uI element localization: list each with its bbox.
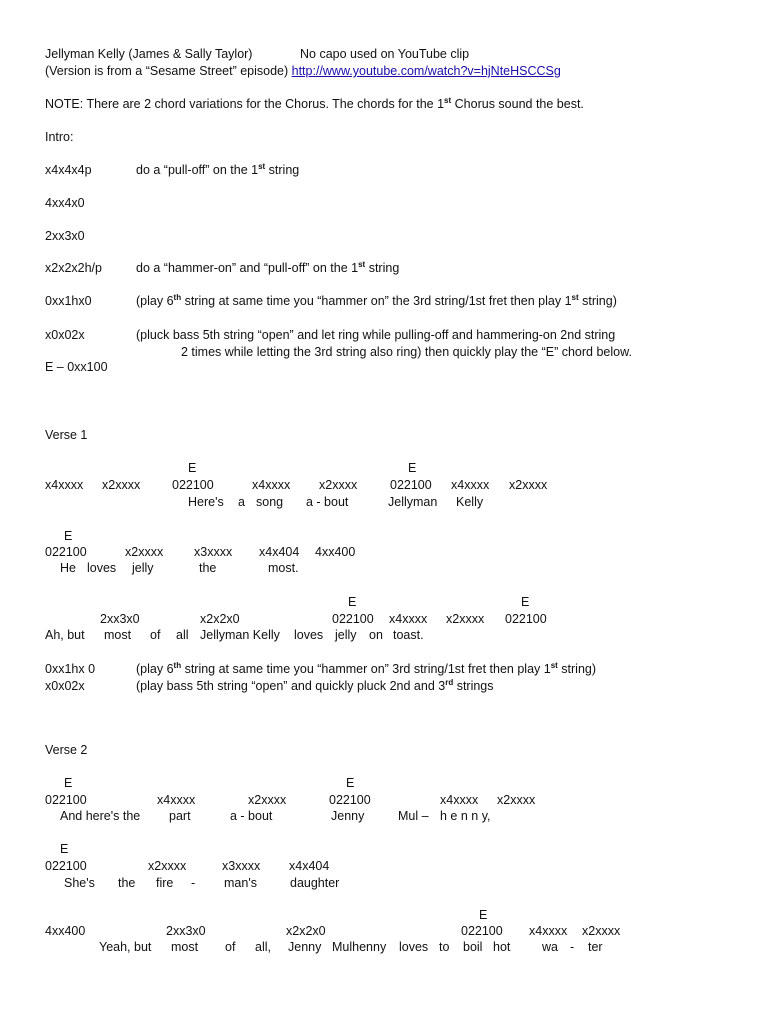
chord: 022100: [172, 478, 214, 492]
chord: x2xxxx: [582, 924, 621, 938]
chord: 4xx400: [45, 924, 86, 938]
lyric: daughter: [290, 876, 340, 890]
lyric: a: [238, 495, 245, 509]
lyric: fire: [156, 876, 174, 890]
chord: 022100: [332, 612, 374, 626]
lyric: loves: [399, 940, 429, 954]
lyric: loves: [87, 561, 117, 575]
intro-tab: x2x2x2h/p: [45, 261, 102, 275]
lyric: -: [191, 876, 196, 890]
intro-tab: x4x4x4p: [45, 163, 92, 177]
lyric: boil: [463, 940, 483, 954]
lyric: Jenny: [331, 809, 365, 823]
note-text-end: Chorus sound the best.: [451, 97, 584, 111]
lyric: all: [176, 628, 189, 642]
chord: x4xxxx: [529, 924, 568, 938]
lyric: Here's: [188, 495, 224, 509]
intro-instruction: (play 6th string at same time you “hammer on” the 3rd string/1st fret then play 1st string): [136, 293, 617, 308]
chord-marker: E: [348, 595, 357, 609]
chord: 022100: [461, 924, 503, 938]
chord: x4xxxx: [45, 478, 84, 492]
intro-label: Intro:: [45, 130, 74, 144]
lyric: most.: [268, 561, 299, 575]
chord: x2xxxx: [319, 478, 358, 492]
intro-tab: x0x02x: [45, 328, 85, 342]
lyric: jelly: [132, 561, 154, 575]
lyric: Mul –: [398, 809, 429, 823]
chord: x2xxxx: [125, 545, 164, 559]
lyric: the: [118, 876, 136, 890]
version-text: (Version is from a “Sesame Street” episode): [45, 64, 292, 78]
lyric: most: [171, 940, 199, 954]
chord-marker: E: [521, 595, 530, 609]
chord: x2xxxx: [509, 478, 548, 492]
chord: x2xxxx: [497, 793, 536, 807]
lyric: She's: [64, 876, 95, 890]
lyric: And here's the: [60, 809, 141, 823]
lyric: the: [199, 561, 217, 575]
chord: x4x404: [289, 859, 330, 873]
youtube-link[interactable]: http://www.youtube.com/watch?v=hjNteHSCCSg: [291, 64, 561, 78]
chord-marker: E: [64, 776, 73, 790]
chord-marker: E: [408, 461, 417, 475]
chord: x4xxxx: [389, 612, 428, 626]
chorus-note: [45, 96, 584, 112]
chord: x2xxxx: [446, 612, 485, 626]
lyric: h e n n y,: [440, 809, 491, 823]
chord: 022100: [45, 545, 87, 559]
chord-marker: E: [479, 908, 488, 922]
lyric: most: [104, 628, 132, 642]
chord: 2xx3x0: [166, 924, 206, 938]
note-text: NOTE: There are 2 chord variations for the Chorus. The chords for the 1: [45, 97, 445, 111]
chord: x2xxxx: [248, 793, 287, 807]
lyric: all,: [255, 940, 271, 954]
ending-instruction: (play 6th string at same time you “hammer on” 3rd string/1st fret then play 1st string): [136, 661, 597, 676]
capo-note: No capo used on YouTube clip: [300, 47, 470, 61]
intro-instruction: do a “hammer-on” and “pull-off” on the 1st string: [136, 260, 400, 275]
lyric: a - bout: [230, 809, 273, 823]
chord: x4xxxx: [440, 793, 479, 807]
lyric: Jellyman: [388, 495, 438, 509]
lyric: Kelly: [456, 495, 484, 509]
lyric: jelly: [335, 628, 357, 642]
verse2-label: Verse 2: [45, 743, 88, 757]
chord: x4xxxx: [451, 478, 490, 492]
chord: x4xxxx: [252, 478, 291, 492]
lyric: ter: [588, 940, 603, 954]
chord: x2xxxx: [102, 478, 141, 492]
intro-instruction-cont: 2 times while letting the 3rd string also ring) then quickly play the “E” chord below.: [181, 345, 632, 359]
chord: 022100: [45, 793, 87, 807]
chord: 022100: [329, 793, 371, 807]
intro-tab: 0xx1hx0: [45, 294, 92, 308]
chord: x4xxxx: [157, 793, 196, 807]
lyric: hot: [493, 940, 511, 954]
note-sup: st: [444, 96, 452, 105]
chord: x3xxxx: [194, 545, 233, 559]
chord-marker: E: [60, 842, 69, 856]
version-line: [45, 63, 561, 79]
ending-instruction: (play bass 5th string “open” and quickly pluck 2nd and 3rd strings: [136, 678, 494, 693]
intro-instruction: do a “pull-off” on the 1st string: [136, 162, 300, 177]
ending-tab: 0xx1hx 0: [45, 662, 96, 676]
lyric: He: [60, 561, 76, 575]
verse1-label: Verse 1: [45, 428, 88, 442]
lyric: to: [439, 940, 450, 954]
lyric: Jellyman Kelly: [200, 628, 280, 642]
lyric: -: [570, 940, 575, 954]
chord: x2x2x0: [200, 612, 240, 626]
lyric: of: [150, 628, 161, 642]
intro-tab: 2xx3x0: [45, 229, 85, 243]
lyric: loves: [294, 628, 324, 642]
lyric: part: [169, 809, 191, 823]
lyric: toast.: [393, 628, 424, 642]
lyric: on: [369, 628, 383, 642]
chord: x2xxxx: [148, 859, 187, 873]
lyric: Yeah, but: [99, 940, 152, 954]
intro-tab: E – 0xx100: [45, 360, 108, 374]
chord: x2x2x0: [286, 924, 326, 938]
chord: 022100: [390, 478, 432, 492]
lyric: Ah, but: [45, 628, 85, 642]
lyric: song: [256, 495, 284, 509]
chord-marker: E: [188, 461, 197, 475]
lyric: of: [225, 940, 236, 954]
intro-instruction: (pluck bass 5th string “open” and let ring while pulling-off and hammering-on 2nd string: [136, 328, 616, 342]
chord: 022100: [45, 859, 87, 873]
chord: x3xxxx: [222, 859, 261, 873]
ending-tab: x0x02x: [45, 679, 85, 693]
chord-marker: E: [64, 529, 73, 543]
chord: 2xx3x0: [100, 612, 140, 626]
lyric: a - bout: [306, 495, 349, 509]
chord: 022100: [505, 612, 547, 626]
chord-marker: E: [346, 776, 355, 790]
intro-tab: 4xx4x0: [45, 196, 85, 210]
song-title: Jellyman Kelly (James & Sally Taylor): [45, 47, 253, 61]
chord: x4x404: [259, 545, 300, 559]
lyric: wa: [542, 940, 558, 954]
chord: 4xx400: [315, 545, 356, 559]
lyric: man's: [224, 876, 257, 890]
lyric: Mulhenny: [332, 940, 387, 954]
lyric: Jenny: [288, 940, 322, 954]
